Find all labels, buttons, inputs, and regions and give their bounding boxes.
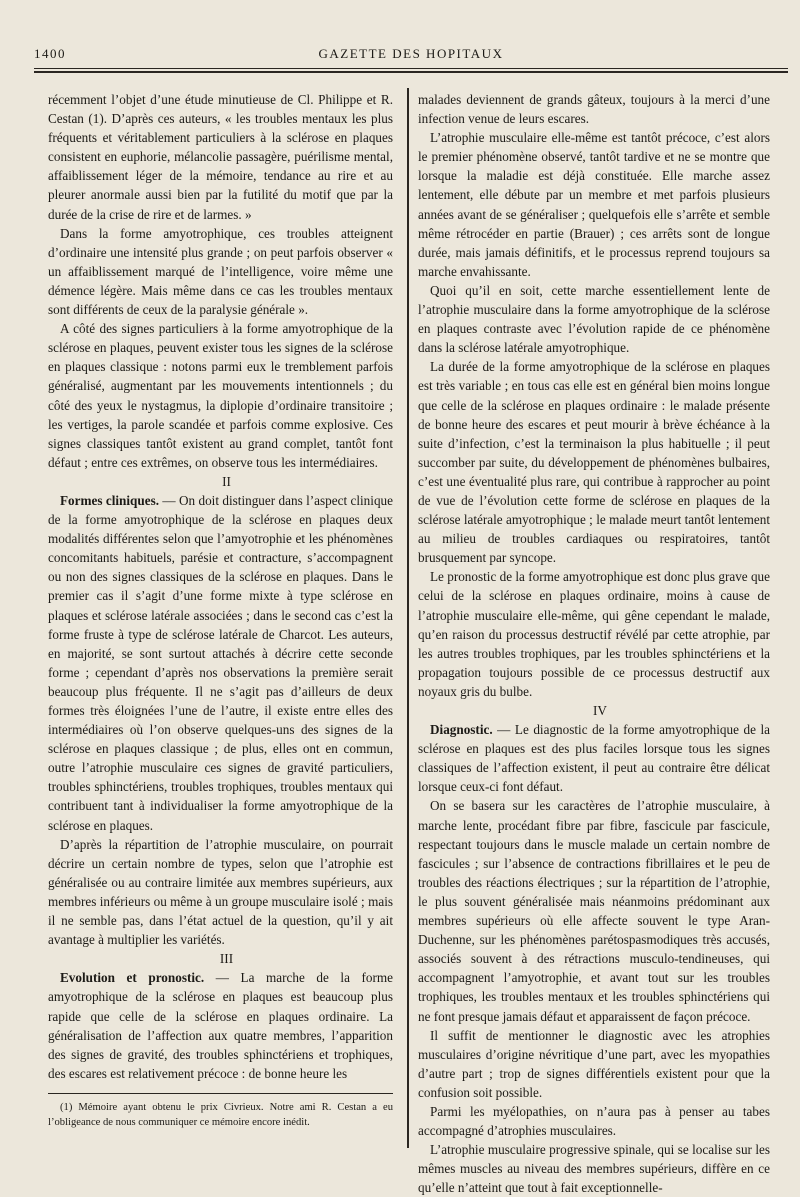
section-number: II [222, 473, 231, 489]
paragraph: Parmi les myélopathies, on n’aura pas à penser au tabes accompagné d’atrophies musculaires. [418, 1103, 770, 1139]
section-text: — Le diagnostic de la forme amyotrophique de la sclérose en plaques est des plus faciles lorsque tous les signes classiques de l’affection existent, il peut au contraire être délicat lorsque ceux-ci font défaut. [418, 722, 770, 795]
section-text: — On doit distinguer dans l’aspect clinique de la forme amyotrophique de la sclérose en plaques deux modalités différentes selon que l’amyotrophie et les phénomènes concomitants habituels, parésie et contracture, s’accompagnent ou non des signes classiques de la sclérose en plaques. Dans le premier cas il s’agit d’une forme mixte à type sclérose en plaques et sclérose latérale associées ; dans le second cas c’est la forme fruste à type de sclérose latérale de Charcot. Les auteurs, en majorité, se sont surtout attachés à décrire cette seconde forme ; cependant d’après nos observations la première serait beaucoup plus fréquente. Il ne s’agit pas d’ailleurs de deux formes très éloignées l’une de l’autre, il existe entre elles des intermédiaires où l’on observe quelques-uns des signes de la sclérose en plaques classique ; de plus, elles ont en commun, outre l’atrophie musculaire ces signes de gravité particuliers, troubles sphinctériens, troubles trophiques, troubles mentaux qui contribuent tant à individualiser la forme amyotrophique de la sclérose en plaques. [48, 492, 393, 833]
column-divider [407, 88, 409, 1148]
right-column [418, 90, 770, 1197]
footnote-rule [48, 1093, 393, 1094]
left-column [48, 90, 393, 1130]
header-rule [34, 68, 788, 69]
paragraph: Dans la forme amyotrophique, ces troubles atteignent d’ordinaire une intensité plus grande ; on peut parfois observer « un affaiblissement marqué de l’intelligence, voire même une démence légère. Mais même dans ce cas les troubles mentaux sont différents de ceux de la paralysie générale ». [48, 225, 393, 318]
section-heading: Diagnostic. [430, 722, 493, 738]
paragraph: récemment l’objet d’une étude minutieuse de Cl. Philippe et R. Cestan (1). D’après ces auteurs, « les troubles mentaux les plus fréquents et véritablement particuliers à la sclérose en plaques consistent en euphorie, mélancolie passagère, puérilisme mental, affaiblissement léger de la mémoire, tendance au rire et au pleurer anormale aussi bien par la futilité du motif que par la durée de la crise de rire et de larmes. » [48, 92, 393, 222]
section-heading: Formes cliniques. [60, 492, 159, 508]
paragraph: L’atrophie musculaire elle-même est tantôt précoce, c’est alors le premier phénomène observé, tantôt tardive et ne se montre que lorsque la maladie est déjà constituée. Elle marche assez lentement, elle débute par un membre et met parfois plusieurs années avant de se généraliser ; quelquefois elle s’arrête et semble même rétrocéder en partie (Brauer) ; ces arrêts sont de longue durée, mais jamais définitifs, et le processus reprend toujours sa marche envahissante. [418, 130, 770, 279]
footnote: (1) Mémoire ayant obtenu le prix Civrieux. Notre ami R. Cestan a eu l’obligeance de nous communiquer ce mémoire encore inédit. [48, 1101, 393, 1128]
header-rule-double [34, 71, 788, 73]
section-number: III [219, 951, 234, 967]
page-number: 1400 [34, 46, 66, 61]
paragraph: Il suffit de mentionner le diagnostic avec les atrophies musculaires d’origine névritique d’une part, avec les myopathies d’autre part ; trop de signes différentiels existent pour que la confusion soit possible. [418, 1027, 770, 1100]
paragraph: Quoi qu’il en soit, cette marche essentiellement lente de l’atrophie musculaire dans la forme amyotrophique de la sclérose en plaques contraste avec l’évolution rapide de ce phénomène dans la sclérose latérale amyotrophique. [418, 282, 770, 356]
section-paragraph [48, 491, 393, 835]
section-paragraph [418, 720, 770, 796]
paragraph: malades deviennent de grands gâteux, toujours à la merci d’une infection venue de leurs escares. [418, 92, 770, 127]
section-number: IV [593, 703, 607, 718]
paragraph: On se basera sur les caractères de l’atrophie musculaire, à marche lente, procédant fibre par fibre, fascicule par fascicule, respectant toujours dans le muscle malade un certain nombre de fascicules ; sur l’absence de contractions fibrillaires et le peu de troubles des réactions électriques ; sur la répartition de l’atrophie, le plus souvent généralisée mais néanmoins prédominant aux membres supérieurs où elle affecte souvent le type Aran-Duchenne, sur les phénomènes parétospasmodiques très accusés, associés souvent à des rétractions musculo-tendineuses, qui accompagnent l’amyotrophie, et avant tout sur les troubles trophiques, les troubles mentaux et les troubles sphinctériens qui ne font presque jamais défaut et apparaissent de façon précoce. [418, 798, 770, 1024]
section-heading: Evolution et pronostic. [60, 970, 205, 986]
paragraph: La durée de la forme amyotrophique de la sclérose en plaques est très variable ; en tous cas elle est en général bien moins longue que celle de la sclérose en plaques ordinaire : le malade présente de bonne heure des escares et peut mourir à brève échéance à la suite d’infection, c’est la terminaison la plus habituelle ; il peut succomber par suite, du développement de phénomènes bulbaires, c’est une éventualité plus rare, qui contribue à rapprocher au point de vue de l’évolution cette forme de sclérose en plaques de la sclérose latérale amyotrophique ; le malade meurt tantôt lentement au milieu de troubles cardiaques ou respiratoires, tantôt brusquement par syncope. [418, 359, 770, 566]
paragraph: A côté des signes particuliers à la forme amyotrophique de la sclérose en plaques, peuvent exister tous les signes de la sclérose en plaques classique : notons parmi eux le tremblement parfois généralisé, augmentant par les mouvements intentionnels ; du côté des yeux le nystagmus, la diplopie d’ordinaire transitoire ; les vertiges, la parole scandée et parfois comme explosive. Ces signes classiques tantôt existent au grand complet, tantôt font défaut ; entre ces extrêmes, on observe tous les intermédiaires. [48, 321, 393, 470]
section-text: — La marche de la forme amyotrophique de la sclérose en plaques est beaucoup plus rapide que celle de la sclérose en plaques ordinaire. La généralisation de l’affection aux quatre membres, l’apparition des signes de gravité, des troubles sphinctériens et trophiques, des escares est relativement précoce : de bonne heure les [48, 970, 393, 1081]
journal-title: GAZETTE DES HOPITAUX [318, 46, 504, 61]
page-header [34, 46, 788, 66]
paragraph: Le pronostic de la forme amyotrophique est donc plus grave que celui de la sclérose en plaques ordinaire, moins à cause de l’atrophie musculaire elle-même, qui gêne cependant le malade, qu’en raison du processus destructif révélé par cette atrophie, par les autres troubles trophiques, par les troubles sphinctériens et la propagation toujours possible de ce processus destructif aux noyaux gris du bulbe. [418, 569, 770, 699]
paragraph: L’atrophie musculaire progressive spinale, qui se localise sur les mêmes muscles au niveau des membres supérieurs, diffère en ce qu’elle n’atteint que tout à fait exceptionnelle- [418, 1142, 770, 1196]
section-paragraph [48, 968, 393, 1083]
paragraph: D’après la répartition de l’atrophie musculaire, on pourrait décrire un certain nombre de types, selon que l’atrophie est généralisée ou au contraire limitée aux membres supérieurs, aux membres inférieurs ou même à un groupe musculaire isolé ; mais il ne semble pas, dans l’état actuel de la question, qu’il y ait avantage à multiplier les variétés. [48, 836, 393, 948]
